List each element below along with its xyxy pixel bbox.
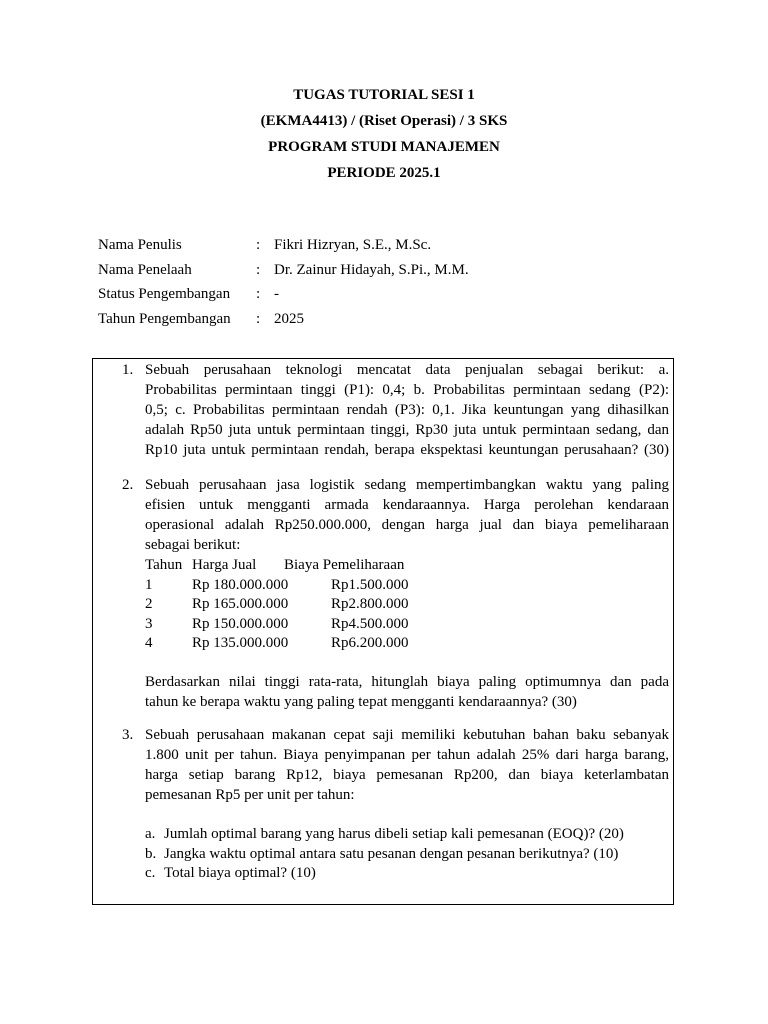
meta-colon: : — [256, 261, 261, 278]
sub-question — [145, 863, 669, 883]
table-header-cell: Tahun — [145, 557, 183, 573]
sub-question — [145, 824, 669, 844]
text-line: Sebuah perusahaan teknologi mencatat data penjualan sebagai berikut: a. — [145, 362, 669, 378]
table-cell: Rp1.500.000 — [331, 576, 409, 593]
table-row — [145, 614, 669, 634]
text-line: efisien untuk mengganti armada kendaraannya. Harga perolehan kendaraan — [145, 497, 669, 513]
meta-label: Status Pengembangan — [98, 286, 231, 302]
text-line: 0,5; c. Probabilitas permintaan rendah (P3): 0,1. Jika keuntungan yang dihasilkan — [145, 402, 669, 418]
meta-colon: : — [256, 286, 261, 302]
table-cell: Rp4.500.000 — [331, 615, 409, 632]
table-cell: Rp2.800.000 — [331, 596, 409, 612]
meta-colon: : — [256, 237, 261, 253]
text-line: harga setiap barang Rp12, biaya pemesanan Rp200, dan biaya keterlambatan — [145, 767, 669, 783]
sub-question-text: Jumlah optimal barang yang harus dibeli setiap kali pemesanan (EOQ)? (20) — [164, 826, 624, 842]
vehicle-table — [145, 555, 669, 653]
table-cell: 4 — [145, 635, 153, 651]
text-line: Probabilitas permintaan tinggi (P1): 0,4; b. Probabilitas permintaan sedang (P2): — [145, 382, 669, 398]
header-title: TUGAS TUTORIAL SESI 1 — [293, 87, 475, 103]
meta-row-reviewer — [98, 260, 469, 285]
header-period: PERIODE 2025.1 — [327, 165, 441, 181]
table-cell: 2 — [145, 596, 153, 612]
header-program: PROGRAM STUDI MANAJEMEN — [268, 139, 500, 155]
table-cell: 3 — [145, 615, 153, 632]
meta-label: Nama Penelaah — [98, 261, 192, 278]
sub-question-list — [145, 824, 669, 883]
question-number: 2. — [122, 477, 134, 493]
text-line: adalah Rp50 juta untuk permintaan tinggi, Rp30 juta untuk permintaan sedang, dan — [145, 422, 669, 438]
text-line: Rp10 juta untuk permintaan rendah, berapa ekspektasi keuntungan perusahaan? (30) — [145, 442, 669, 458]
table-row — [145, 575, 669, 595]
text-line: operasional adalah Rp250.000.000, dengan harga jual dan biaya pemeliharaan — [145, 517, 669, 533]
question-number: 1. — [122, 362, 134, 378]
table-header-cell: Biaya Pemeliharaan — [284, 557, 405, 573]
questions-box — [92, 358, 674, 905]
question-text — [145, 725, 669, 883]
author-info — [98, 235, 469, 333]
meta-value: 2025 — [274, 310, 304, 327]
meta-value: Dr. Zainur Hidayah, S.Pi., M.M. — [274, 261, 469, 278]
question-text — [145, 360, 669, 460]
table-cell: 1 — [145, 576, 153, 593]
table-row — [145, 633, 669, 653]
sub-question-label: b. — [145, 845, 157, 862]
text-line: tahun ke berapa waktu yang paling tepat mengganti kendaraannya? (30) — [145, 693, 577, 710]
table-header-cell: Harga Jual — [192, 557, 257, 573]
table-cell: Rp 165.000.000 — [192, 596, 289, 612]
table-row — [145, 594, 669, 614]
meta-row-year — [98, 309, 469, 334]
sub-question-text: Total biaya optimal? (10) — [164, 865, 316, 881]
document-header — [0, 84, 768, 188]
meta-row-status — [98, 284, 469, 309]
table-cell: Rp 180.000.000 — [192, 576, 289, 593]
sub-question-label: a. — [145, 826, 156, 842]
question-number: 3. — [122, 727, 134, 743]
text-line: pemesanan Rp5 per unit per tahun: — [145, 787, 355, 803]
meta-value: - — [274, 286, 279, 302]
meta-colon: : — [256, 310, 261, 327]
text-line: Sebuah perusahaan makanan cepat saji memiliki kebutuhan bahan baku sebanyak — [145, 727, 669, 743]
meta-row-author — [98, 235, 469, 260]
meta-label: Tahun Pengembangan — [98, 310, 231, 327]
text-line: Berdasarkan nilai tinggi rata-rata, hitunglah biaya paling optimumnya dan pada — [145, 673, 669, 690]
sub-question-label: c. — [145, 865, 156, 881]
sub-question-text: Jangka waktu optimal antara satu pesanan dengan pesanan berikutnya? (10) — [164, 845, 619, 862]
table-cell: Rp6.200.000 — [331, 635, 409, 651]
sub-question — [145, 844, 669, 864]
table-header-row — [145, 555, 669, 575]
header-course: (EKMA4413) / (Riset Operasi) / 3 SKS — [260, 113, 508, 129]
question-text — [145, 475, 669, 712]
table-cell: Rp 135.000.000 — [192, 635, 289, 651]
text-line: Sebuah perusahaan jasa logistik sedang mempertimbangkan waktu yang paling — [145, 477, 669, 493]
meta-label: Nama Penulis — [98, 237, 182, 253]
table-cell: Rp 150.000.000 — [192, 615, 289, 632]
text-line: sebagai berikut: — [145, 537, 241, 553]
meta-value: Fikri Hizryan, S.E., M.Sc. — [274, 237, 432, 253]
text-line: 1.800 unit per tahun. Biaya penyimpanan per tahun adalah 25% dari harga barang, — [145, 747, 669, 763]
